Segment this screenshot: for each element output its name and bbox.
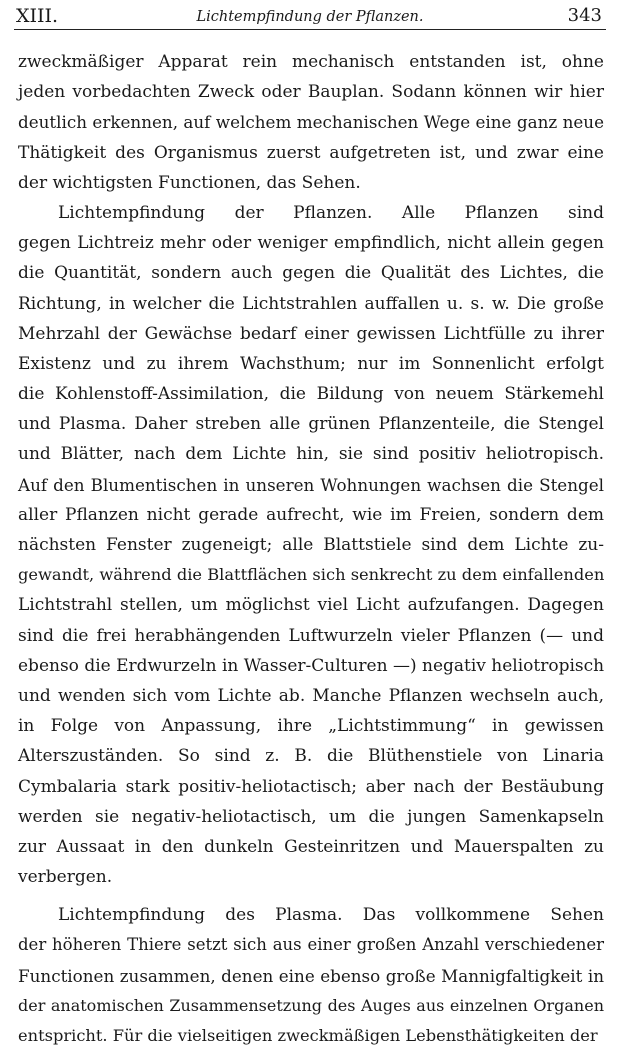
chapter-number: XIII. <box>16 5 59 27</box>
text-line: aller Pflanzen nicht gerade aufrecht, wie im Freien, sondern dem <box>18 504 604 525</box>
text-line: der höheren Thiere setzt sich aus einer großen Anzahl verschiedener <box>18 935 604 955</box>
text-line: die Kohlenstoff-Assimilation, die Bildung von neuem Stärkemehl <box>18 384 604 405</box>
text-line: gegen Lichtreiz mehr oder weniger empfindlich, nicht allein gegen <box>18 233 604 254</box>
text-line: und Plasma. Daher streben alle grünen Pflanzenteile, die Stengel <box>18 414 604 435</box>
paragraph <box>18 47 604 198</box>
text-line: und wenden sich vom Lichte ab. Manche Pflanzen wechseln auch, <box>18 685 604 706</box>
page-number: 343 <box>567 5 602 26</box>
paragraph <box>18 198 604 892</box>
text-line: werden sie negativ-heliotactisch, um die jungen Samenkapseln <box>18 806 604 827</box>
text-line: Lichtstrahl stellen, um möglichst viel Licht aufzufangen. Dagegen <box>18 595 604 616</box>
text-line: Lichtempfindung des Plasma. Das vollkommene Sehen <box>58 905 604 926</box>
text-line: jeden vorbedachten Zweck oder Bauplan. Sodann können wir hier <box>18 82 604 103</box>
text-line: Functionen zusammen, denen eine ebenso große Mannigfaltigkeit in <box>18 965 604 986</box>
text-line: Richtung, in welcher die Lichtstrahlen auffallen u. s. w. Die große <box>18 293 604 314</box>
text-line: sind die frei herabhängenden Luftwurzeln vieler Pflanzen (— und <box>18 625 604 646</box>
running-header <box>14 5 606 30</box>
paragraph <box>18 900 604 1051</box>
running-title: Lichtempfindung der Pflanzen. <box>196 9 424 25</box>
paragraph-gap <box>18 892 604 900</box>
text-line: verbergen. <box>18 867 113 888</box>
text-line: Existenz und zu ihrem Wachsthum; nur im Sonnenlicht erfolgt <box>18 353 604 374</box>
text-line: deutlich erkennen, auf welchem mechanischen Wege eine ganz neue <box>18 112 604 133</box>
text-line: die Quantität, sondern auch gegen die Qualität des Lichtes, die <box>18 263 604 284</box>
text-line: ebenso die Erdwurzeln in Wasser-Culturen —) negativ heliotropisch <box>18 655 605 676</box>
text-line: Alterszuständen. So sind z. B. die Blüthenstiele von Linaria <box>18 746 604 767</box>
text-line: entspricht. Für die vielseitigen zweckmäßigen Lebensthätigkeiten der <box>18 1026 598 1045</box>
text-line: Cymbalaria stark positiv-heliotactisch; aber nach der Bestäubung <box>18 776 604 797</box>
body-text <box>18 47 604 1051</box>
text-line: zur Aussaat in den dunkeln Gesteinritzen und Mauerspalten zu <box>18 836 604 857</box>
text-line: Auf den Blumentischen in unseren Wohnungen wachsen die Stengel <box>18 474 604 495</box>
text-line: und Blätter, nach dem Lichte hin, sie sind positiv heliotropisch. <box>18 444 604 465</box>
text-line: Mehrzahl der Gewächse bedarf einer gewissen Lichtfülle zu ihrer <box>18 323 604 344</box>
text-line: gewandt, während die Blattflächen sich senkrecht zu dem einfallenden <box>18 565 605 585</box>
text-line: der wichtigsten Functionen, das Sehen. <box>18 172 361 193</box>
text-line: Thätigkeit des Organismus zuerst aufgetreten ist, und zwar eine <box>18 142 604 163</box>
text-line: Lichtempfindung der Pflanzen. Alle Pflanzen sind <box>58 202 604 223</box>
text-line: zweckmäßiger Apparat rein mechanisch entstanden ist, ohne <box>18 52 604 72</box>
text-line: der anatomischen Zusammensetzung des Auges aus einzelnen Organen <box>18 995 604 1015</box>
text-line: nächsten Fenster zugeneigt; alle Blattstiele sind dem Lichte zu- <box>18 535 604 555</box>
text-line: in Folge von Anpassung, ihre „Lichtstimmung“ in gewissen <box>18 716 604 737</box>
